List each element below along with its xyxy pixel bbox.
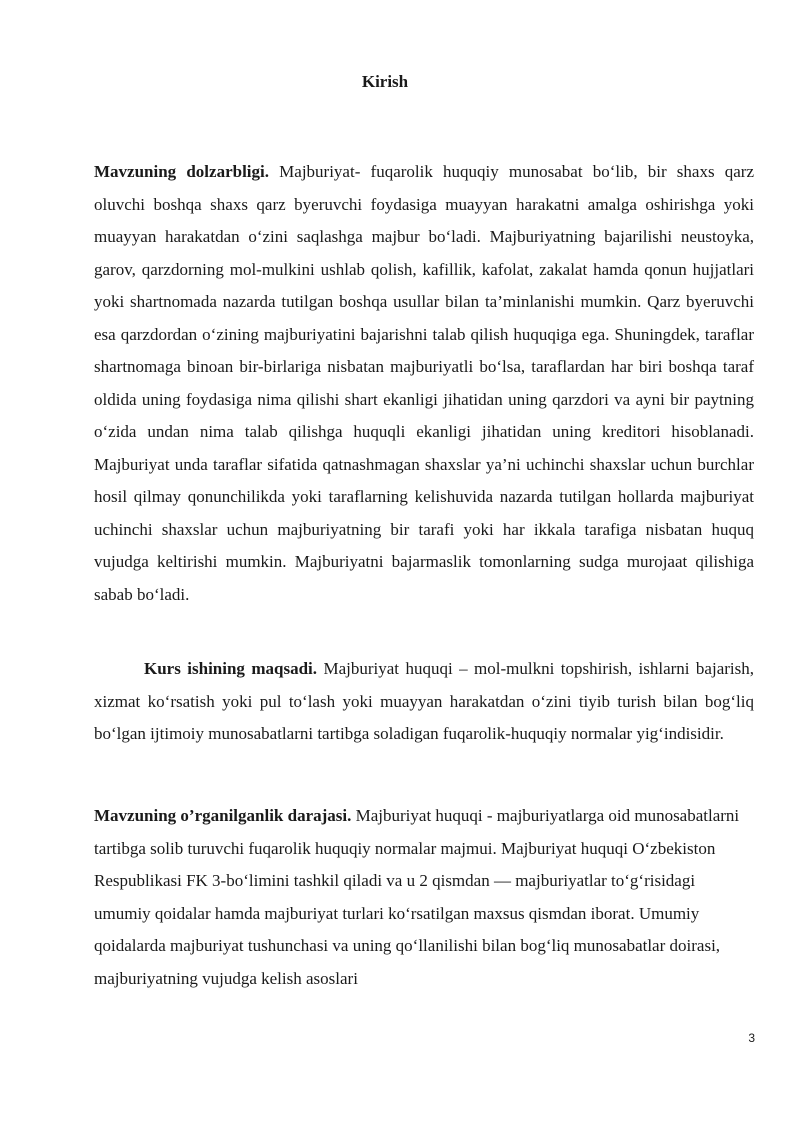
paragraph-text: Majburiyat- fuqarolik huquqiy munosabat bo‘lib, bir shaxs qarz oluvchi boshqa shaxs qarz byeruvchi foydasiga muayyan harakatni amalga oshirishga yoki muayyan harakatdan o‘zini saqlashga majbur bo‘ladi. Majburiyatning bajarilishi neustoyka, garov, qarzdorning mol-mulkini ushlab qolish, kafillik, kafolat, zakalat hamda qonun hujjatlari yoki shartnomada nazarda tutilgan boshqa usullar bilan ta’minlanishi mumkin. Qarz byeruvchi esa qarzdordan o‘zining majburiyatini bajarishni talab qilish huquqiga ega. Shuningdek, taraflar shartnomaga binoan bir-birlariga nisbatan majburiyatli bo‘lsa, taraflardan har biri boshqa taraf oldida uning foydasiga nima qilishi shart ekanligi jihatidan uning qarzdori va ayni bir paytning o‘zida undan nima talab qilishga huquqli ekanligi jihatidan uning kreditori hisoblanadi. Majburiyat unda taraflar sifatida qatnashmagan shaxslar ya’ni uchinchi shaxslar uchun burchlar hosil qilmay qonunchilikda yoki taraflarning kelishuvida nazarda tutilgan hollarda majburiyat uchinchi shaxslar uchun majburiyatning bir tarafi yoki har ikkala tarafiga nisbatan huquq vujudga keltirishi mumkin. Majburiyatni bajarmaslik tomonlarning sudga murojaat qilishiga sabab bo‘ladi.	[94, 162, 754, 604]
paragraph-lead: Kurs ishining maqsadi.	[144, 659, 318, 678]
page-title: Kirish	[361, 72, 409, 91]
page-number: 3	[748, 1031, 755, 1045]
paragraph-course-goal	[94, 653, 754, 751]
paragraph-lead: Mavzuning o’rganilganlik darajasi.	[94, 806, 352, 825]
paragraph-text: Majburiyat huquqi - majburiyatlarga oid munosabatlarni tartibga solib turuvchi fuqarolik huquqiy normalar majmui. Majburiyat huquqi O‘zbekiston Respublikasi FK 3-bo‘limini tashkil qiladi va u 2 qismdan — majburiyatlar to‘g‘risidagi umumiy qoidalar hamda majburiyat turlari ko‘rsatilgan maxsus qismdan iborat. Umumiy qoidalarda majburiyat tushunchasi va uning qo‘llanilishi bilan bog‘liq munosabatlar doirasi, majburiyatning vujudga kelish asoslari	[94, 806, 740, 988]
paragraph-lead: Mavzuning dolzarbligi.	[94, 162, 269, 181]
paragraph-study-level	[94, 800, 754, 995]
paragraph-text: Majburiyat huquqi – mol-mulkni topshirish, ishlarni bajarish, xizmat ko‘rsatish yoki pul to‘lash yoki muayyan harakatdan o‘zini tiyib turish bilan bog‘liq bo‘lgan ijtimoiy munosabatlarni tartibga soladigan fuqarolik-huquqiy normalar yig‘indisidir.	[94, 659, 754, 743]
paragraph-relevance	[94, 156, 754, 611]
